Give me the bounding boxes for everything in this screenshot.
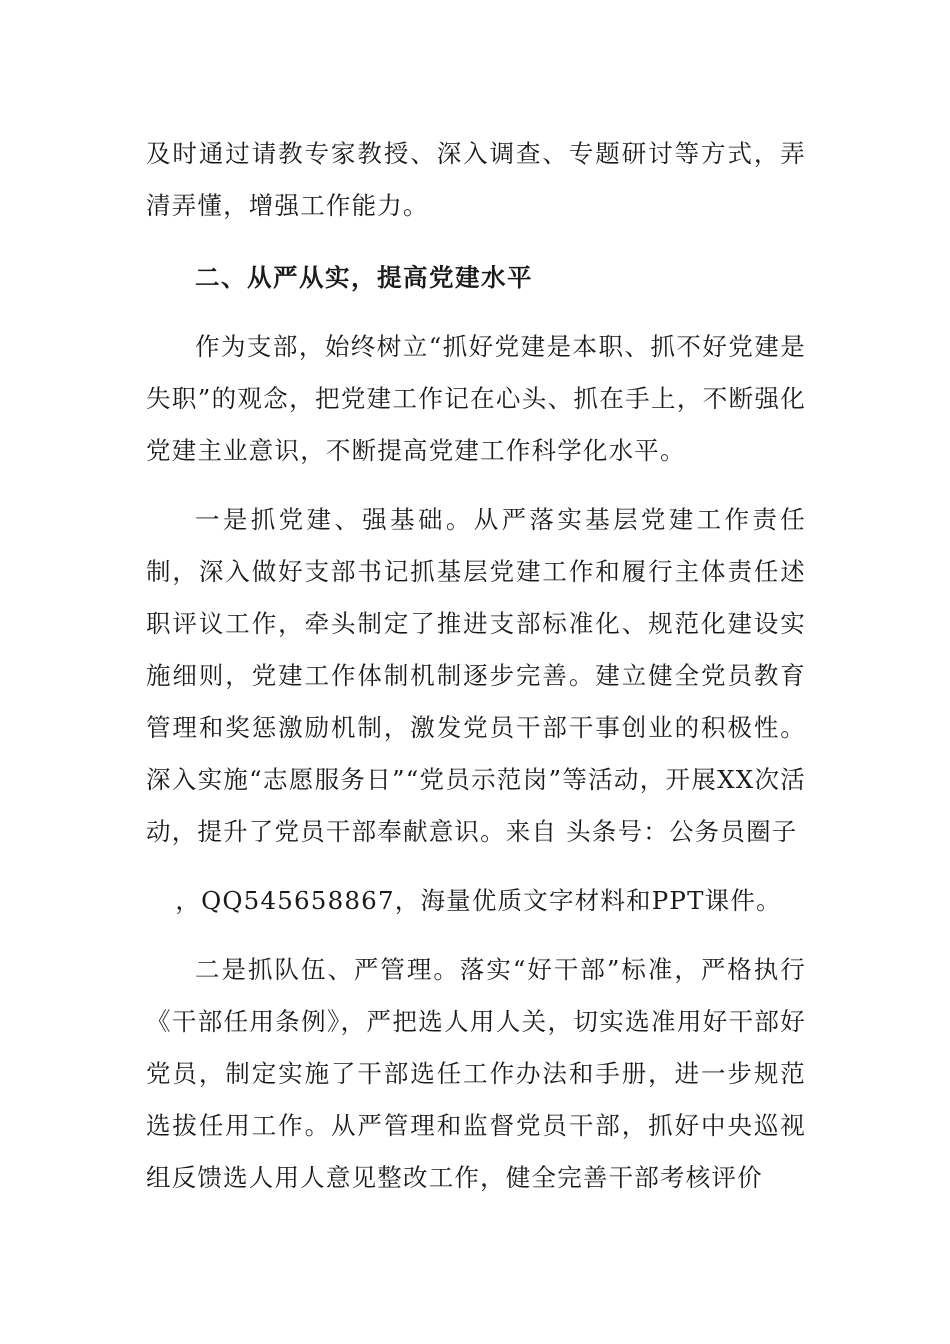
- paragraph-intro: 作为支部，始终树立“抓好党建是本职、抓不好党建是失职”的观念，把党建工作记在心头、抓在手上，不断强化党建主业意识，不断提高党建工作科学化水平。: [146, 332, 806, 465]
- paragraph-point-two: 二是抓队伍、严管理。落实“好干部”标准，严格执行《干部任用条例》，严把选人用人关，切实选准用好干部好党员，制定实施了干部选任工作办法和手册，进一步规范选拔任用工作。从严管理和监督党员干部，抓好中央巡视组反馈选人用人意见整改工作，健全完善干部考核评价: [146, 955, 806, 1192]
- section-heading: 二、从严从实，提高党建水平: [195, 263, 533, 292]
- paragraph-point-one: 一是抓党建、强基础。从严落实基层党建工作责任制，深入做好支部书记抓基层党建工作和履行主体责任述职评议工作，牵头制定了推进支部标准化、规范化建设实施细则，党建工作体制机制逐步完善。建立健全党员教育管理和奖惩激励机制，激发党员干部干事创业的积极性。深入实施“志愿服务日”“党员示范岗”等活动，开展XX次活动，提升了党员干部奉献意识。来自 头条号：公务员圈子: [146, 505, 806, 846]
- paragraph-continuation: 及时通过请教专家教授、深入调查、专题研讨等方式，弄清弄懂，增强工作能力。: [146, 139, 806, 220]
- paragraph-source-note: ，QQ545658867，海量优质文字材料和PPT课件。: [175, 886, 782, 915]
- document-body: [146, 128, 806, 1221]
